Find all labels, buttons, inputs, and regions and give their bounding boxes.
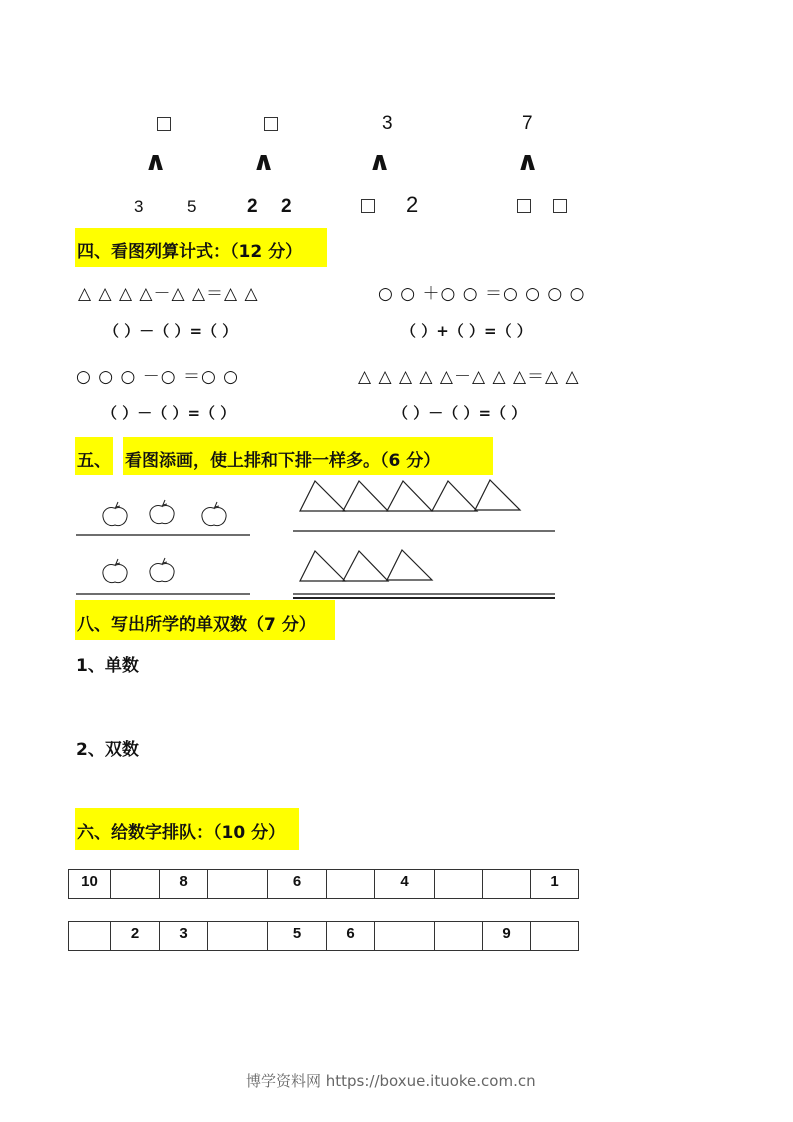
tree-top-value: 3 [382,113,393,134]
number-cell[interactable]: 6 [327,922,375,951]
blank-box[interactable] [361,199,375,213]
number-cell[interactable] [69,922,111,951]
section8-heading: 八、写出所学的单双数（7 分） [77,615,316,635]
number-cell[interactable] [483,870,531,899]
split-caret: ∧ [367,147,392,177]
divider-line [293,530,555,532]
split-caret: ∧ [143,147,168,177]
picture-equation-1: △ △ △ △－△ △＝△ △ [78,284,259,304]
divider-line [293,597,555,599]
divider-line [76,593,250,595]
answer-blank-1[interactable]: （ ）－（ ）=（ ） [104,322,238,340]
divider-line [76,534,250,536]
number-cell[interactable] [375,922,435,951]
number-cell[interactable]: 5 [268,922,327,951]
number-cell[interactable] [435,922,483,951]
section5-heading: 看图添画，使上排和下排一样多。（6 分） [125,451,441,471]
blank-box[interactable] [553,199,567,213]
number-cell[interactable] [327,870,375,899]
triangle-icon [300,551,345,581]
section5-number: 五、 [77,451,111,471]
answer-blank-2[interactable]: （ ）+（ ）=（ ） [401,322,532,340]
answer-blank-4[interactable]: （ ）－（ ）=（ ） [393,404,527,422]
apple-groups [75,490,255,600]
number-cell[interactable] [531,922,579,951]
blank-box[interactable] [157,117,171,131]
triangle-icon [300,481,345,511]
number-cell[interactable]: 9 [483,922,531,951]
triangle-icon [387,550,432,580]
number-cell[interactable] [111,870,160,899]
number-order-row-1 [68,869,579,899]
blank-box[interactable] [517,199,531,213]
answer-blank-3[interactable]: （ ）－（ ）=（ ） [102,404,236,422]
picture-equation-3: ○ ○ ○ －○ ＝○ ○ [76,367,240,387]
triangle-icon [343,551,388,581]
tree-top-value: 7 [522,113,533,134]
odd-numbers-answer-area[interactable] [76,677,576,727]
triangle-icon [387,481,432,511]
apple-icon [202,502,226,526]
blank-box[interactable] [264,117,278,131]
picture-equation-4: △ △ △ △ △－△ △ △＝△ △ [358,367,580,387]
split-caret: ∧ [515,147,540,177]
apple-icon [103,502,127,526]
picture-equation-2: ○ ○ ＋○ ○ ＝○ ○ ○ ○ [378,284,586,304]
footer-watermark: 博学资料网 https://boxue.ituoke.com.cn [246,1072,536,1090]
tree-right-value: 5 [187,197,197,216]
apple-icon [150,500,174,524]
number-cell[interactable] [208,870,268,899]
number-cell[interactable]: 8 [160,870,208,899]
number-cell[interactable]: 6 [268,870,327,899]
triangle-icon [432,481,477,511]
even-numbers-answer-area[interactable] [76,761,576,806]
tree-right-value: 2 [281,196,292,217]
triangle-icon [343,481,388,511]
number-cell[interactable]: 1 [531,870,579,899]
number-cell[interactable]: 2 [111,922,160,951]
number-cell[interactable] [435,870,483,899]
section4-heading: 四、看图列算计式：（12 分） [77,242,303,262]
number-cell[interactable] [208,922,268,951]
tree-left-value: 3 [134,197,144,216]
number-order-row-2 [68,921,579,951]
section6-heading: 六、给数字排队：（10 分） [77,823,286,843]
number-cell[interactable]: 4 [375,870,435,899]
triangle-icon [475,480,520,510]
number-cell[interactable]: 3 [160,922,208,951]
odd-numbers-label: 1、单数 [76,656,139,676]
triangle-groups [293,478,563,608]
tree-left-value: 2 [247,196,258,217]
split-caret: ∧ [251,147,276,177]
tree-right-value: 2 [406,192,419,217]
apple-icon [150,558,174,582]
divider-line [293,593,555,595]
number-cell[interactable]: 10 [69,870,111,899]
apple-icon [103,559,127,583]
even-numbers-label: 2、双数 [76,740,139,760]
